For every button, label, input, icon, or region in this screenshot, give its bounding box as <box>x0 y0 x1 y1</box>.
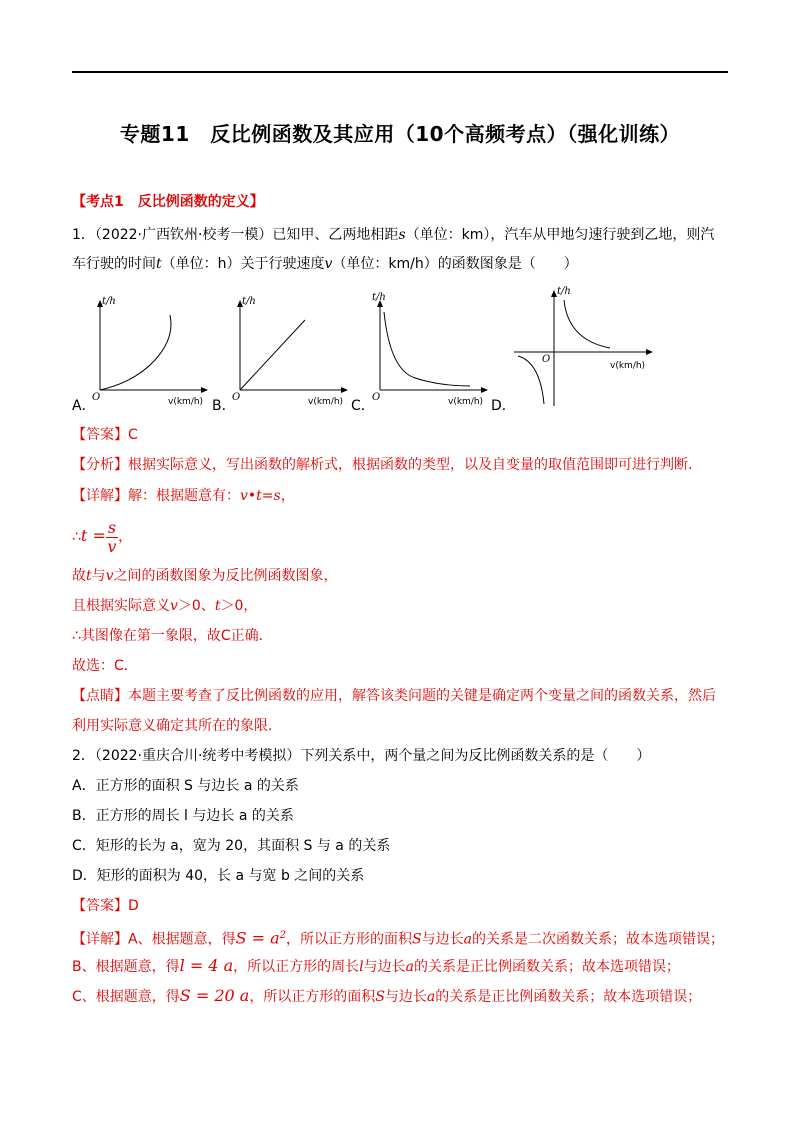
graph-d-y-label: t/h <box>557 286 571 297</box>
q2-option-b: B．正方形的周长 l 与边长 a 的关系 <box>72 808 294 824</box>
graph-d-x-label: v(km/h) <box>610 361 646 371</box>
q2-option-c: C．矩形的长为 a，宽为 20，其面积 S 与 a 的关系 <box>72 838 391 854</box>
option-c-label: C． <box>351 398 375 414</box>
graph-c-x-label: v(km/h) <box>448 397 484 407</box>
q2-stem: 2．（2022·重庆合川·统考中考模拟）下列关系中，两个量之间为反比例函数关系的是（ ） <box>72 748 651 764</box>
option-d-label: D． <box>491 398 516 414</box>
q2-option-d: D．矩形的面积为 40，长 a 与宽 b 之间的关系 <box>72 868 365 884</box>
answer1-quadrant: ∴其图像在第一象限，故C正确． <box>72 628 273 644</box>
section-heading: 【考点1 反比例函数的定义】 <box>72 194 264 210</box>
graph-b <box>230 290 350 412</box>
answer1-comment-line1: 【点睛】本题主要考查了反比例函数的应用，解答该类问题的关键是确定两个变量之间的函数关系，然后 <box>72 688 716 704</box>
answer1-choose: 故选：C． <box>72 658 138 674</box>
graph-c-origin: O <box>372 392 381 403</box>
answer1-answer: 【答案】C <box>72 427 138 443</box>
option-b-label: B． <box>212 398 236 414</box>
q2-option-a: A．正方形的面积 S 与边长 a 的关系 <box>72 778 299 794</box>
q1-stem-line1: 1．（2022·广西钦州·校考一模）已知甲、乙两地相距s（单位：km），汽车从甲地匀速行驶到乙地，则汽 <box>72 227 715 243</box>
answer2-detail-b: B、根据题意，得l = 4 a，所以正方形的周长l与边长a的关系是正比例函数关系；故本选项错误； <box>72 956 680 975</box>
answer1-therefore: ∴t = $\frac{s}{v}$ ， <box>72 517 133 556</box>
header-rule <box>72 71 728 73</box>
graph-b-y-label: t/h <box>242 296 256 307</box>
graph-a <box>90 290 210 412</box>
answer2-detail-c: C、根据题意，得S = 20 a，所以正方形的面积S与边长a的关系是正比例函数关系；故本选项错误； <box>72 986 702 1005</box>
q1-stem-line2: 车行驶的时间t（单位：h）关于行驶速度v（单位：km/h）的函数图象是（ ） <box>72 256 578 272</box>
fraction-s-over-v: $\frac{s}{v}$ <box>107 517 117 556</box>
answer1-graph-line: 故t与v之间的函数图象为反比例函数图象， <box>72 568 338 584</box>
graph-a-x-label: v(km/h) <box>168 397 204 407</box>
graph-c <box>370 290 490 412</box>
answer1-detail: 【详解】解：根据题意有：v•t=s， <box>72 488 295 504</box>
page-title: 专题11 反比例函数及其应用（10个高频考点）（强化训练） <box>119 122 681 146</box>
graph-d <box>510 282 660 410</box>
answer2-answer: 【答案】D <box>72 898 139 914</box>
graph-d-origin: O <box>542 354 551 365</box>
option-a-label: A． <box>72 398 96 414</box>
answer1-condition: 且根据实际意义v＞0、t＞0， <box>72 598 258 614</box>
graph-b-x-label: v(km/h) <box>308 397 344 407</box>
answer2-detail-a: 【详解】A、根据题意，得$S = a^2$，所以正方形的面积S与边长a的关系是二次函数关系；故本选项错误； <box>72 928 724 948</box>
graph-a-y-label: t/h <box>102 296 116 307</box>
answer1-comment-line2: 利用实际意义确定其所在的象限． <box>72 718 282 734</box>
graph-b-origin: O <box>232 392 241 403</box>
graph-c-y-label: t/h <box>372 292 386 303</box>
graph-a-origin: O <box>92 392 101 403</box>
answer1-analysis: 【分析】根据实际意义，写出函数的解析式，根据函数的类型，以及自变量的取值范围即可进行判断. <box>72 457 693 473</box>
